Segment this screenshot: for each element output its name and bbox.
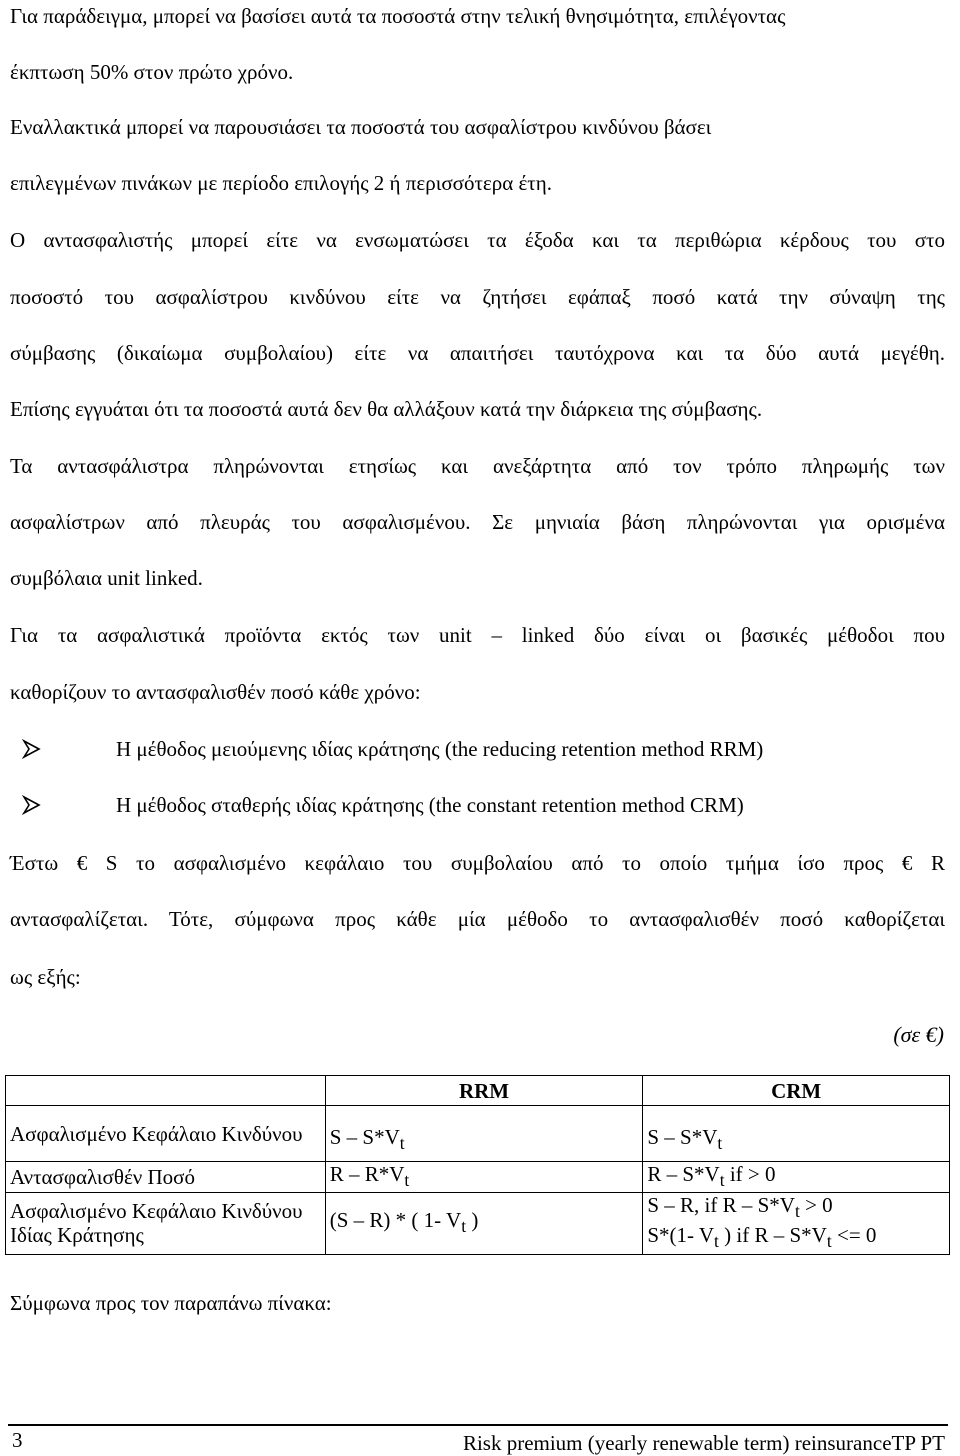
paragraph-line: αντασφαλίζεται. Τότε, σύμφωνα προς κάθε μία μέθοδο το αντασφαλισθέν ποσό καθορίζεται <box>10 907 945 931</box>
table-row <box>6 1162 950 1193</box>
table-cell: R – $S*V_t$ if > 0 <box>643 1162 950 1193</box>
table-cell: (S – R) * ( 1- $V_t$ ) <box>325 1193 643 1254</box>
page-number: 3 <box>12 1428 23 1452</box>
table-header-cell: RRM <box>325 1076 643 1106</box>
paragraph-line: καθορίζουν το αντασφαλισθέν ποσό κάθε χρόνο: <box>10 680 421 704</box>
table-cell: S – $S*V_t$ <box>643 1106 950 1162</box>
paragraph-line: Επίσης εγγυάται ότι τα ποσοστά αυτά δεν θα αλλάξουν κατά την διάρκεια της σύμβασης. <box>10 397 763 421</box>
bullet-text: Η μέθοδος σταθερής ιδίας κράτησης (the constant retention method CRM) <box>116 793 744 817</box>
paragraph-line: Εναλλακτικά μπορεί να παρουσιάσει τα ποσοστά του ασφαλίστρου κινδύνου βάσει <box>10 115 712 139</box>
paragraph-line: έκπτωση 50% στον πρώτο χρόνο. <box>10 60 294 84</box>
table-cell: S – R, if $R - S*V_t > 0$ S*(1- $V_t$ ) if $R - S*V_t <= 0$ <box>643 1193 950 1254</box>
paragraph-line: Έστω € S το ασφαλισμένο κεφάλαιο του συμβολαίου από το οποίο τμήμα ίσο προς € R <box>10 851 945 875</box>
table-header-cell: CRM <box>643 1076 950 1106</box>
paragraph-line: ως εξής: <box>10 965 81 989</box>
table-cell: R – $R*V_t$ <box>325 1162 643 1193</box>
paragraph-line: συμβόλαια unit linked. <box>10 566 203 590</box>
reinsurance-methods-table <box>5 1075 950 1255</box>
bullet-text: Η μέθοδος μειούμενης ιδίας κράτησης (the reducing retention method RRM) <box>116 737 764 761</box>
table-header-cell <box>6 1076 326 1106</box>
paragraph-line: ποσοστό του ασφαλίστρου κινδύνου είτε να ζητήσει εφάπαξ ποσό κατά την σύναψη της <box>10 285 945 309</box>
paragraph-line: Σύμφωνα προς τον παραπάνω πίνακα: <box>10 1291 332 1315</box>
running-footer-title: Risk premium (yearly renewable term) reinsuranceTP PT <box>462 1431 945 1455</box>
paragraph-line: επιλεγμένων πινάκων με περίοδο επιλογής 2 ή περισσότερα έτη. <box>10 171 552 195</box>
arrowhead-bullet-icon <box>22 793 42 817</box>
paragraph-line: ασφαλίστρων από πλευράς του ασφαλισμένου. Σε μηνιαία βάση πληρώνονται για ορισμένα <box>10 510 945 534</box>
paragraph-line: Τα αντασφάλιστρα πληρώνονται ετησίως και ανεξάρτητα από τον τρόπο πληρωμής των <box>10 454 945 478</box>
paragraph-line: Ο αντασφαλιστής μπορεί είτε να ενσωματώσει τα έξοδα και τα περιθώρια κέρδους του στο <box>10 228 945 252</box>
footer-divider <box>8 1424 948 1426</box>
table-row-label: Ασφαλισμένο Κεφάλαιο Κινδύνου <box>6 1106 326 1162</box>
arrowhead-bullet-icon <box>22 737 42 761</box>
table-row-label: Ασφαλισμένο Κεφάλαιο Κινδύνου Ιδίας Κράτησης <box>6 1193 326 1254</box>
paragraph-line: σύμβασης (δικαίωμα συμβολαίου) είτε να απαιτήσει ταυτόχρονα και τα δύο αυτά μεγέθη. <box>10 341 945 365</box>
currency-unit-note: (σε €) <box>893 1022 944 1047</box>
table-cell: S – $S*V_t$ <box>325 1106 643 1162</box>
table-row <box>6 1193 950 1254</box>
table-row <box>6 1106 950 1162</box>
paragraph-line: Για τα ασφαλιστικά προϊόντα εκτός των unit – linked δύο είναι οι βασικές μέθοδοι που <box>10 623 945 647</box>
table-header-row <box>6 1076 950 1106</box>
paragraph-line: Για παράδειγμα, μπορεί να βασίσει αυτά τα ποσοστά στην τελική θνησιμότητα, επιλέγοντας <box>10 4 786 28</box>
table-row-label: Αντασφαλισθέν Ποσό <box>6 1162 326 1193</box>
